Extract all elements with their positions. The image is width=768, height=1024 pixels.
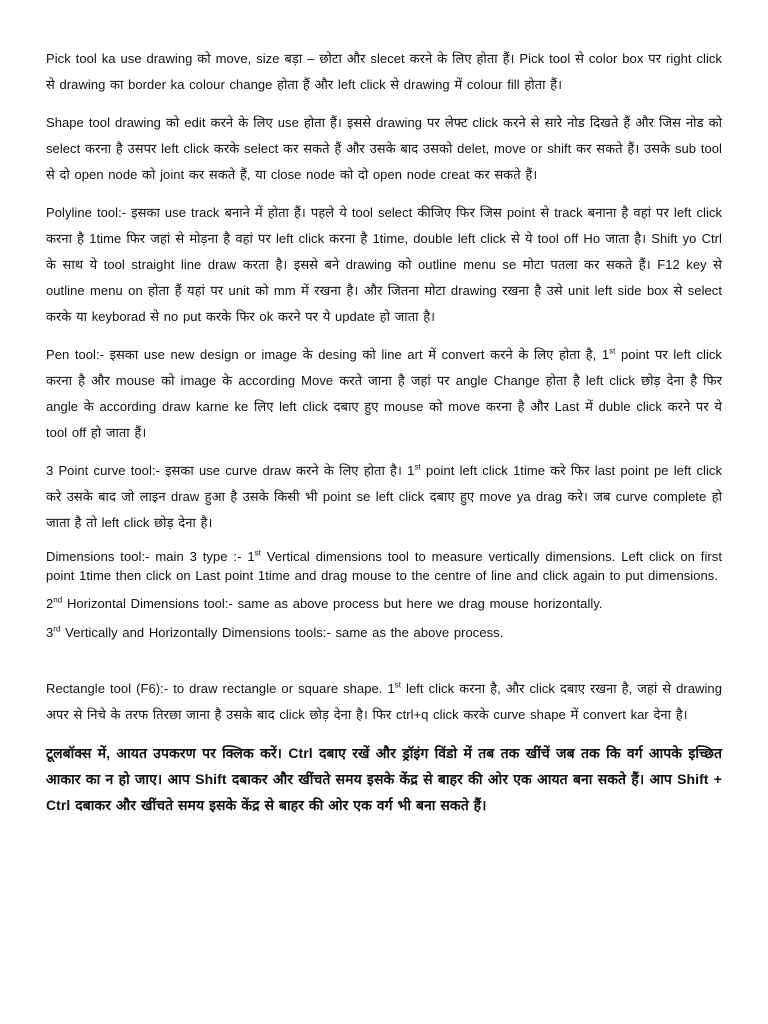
ordinal-suffix: st — [254, 548, 261, 558]
rectangle-text-start: Rectangle tool (F6):- to draw rectangle or square shape. 1 — [46, 681, 395, 696]
toolbox-rectangle-hindi-paragraph: टूलबॉक्स में, आयत उपकरण पर क्लिक करें। Ctrl दबाए रखें और ड्रॉइंग विंडो में तब तक खींचें जब तक कि वर्ग आपके इच्छित आकार का न हो जाए। आप Shift दबाकर और खींचते समय इसके केंद्र से बाहर की ओर एक आयत बना सकते हैं। आप Shift + Ctrl दबाकर और खींचते समय इसके केंद्र से बाहर की ओर एक वर्ग भी बना सकते हैं। — [46, 745, 722, 813]
vh-dimensions-text: Vertically and Horizontally Dimensions tools:- same as the above process. — [60, 624, 504, 640]
curve-tool-text-start: 3 Point curve tool:- इसका use curve draw करने के लिए होता है। 1 — [46, 463, 415, 478]
three-point-curve-paragraph — [46, 458, 722, 536]
polyline-tool-paragraph: Polyline tool:- इसका use track बनाने में होता हैं। पहले ये tool select कीजिए फिर जिस point से track बनाना है वहां पर left click करना है 1time फिर जहां से मोड़ना है वहां पर left click करना है 1time, double left click से ये tool off Ho जाता है। Shift yo Ctrl के साथ ये tool straight line draw करता है। इससे बने drawing को outline menu se मोटा पतला कर सकते हैं। F12 key से outline menu on होता हैं यहां पर unit को mm में रखना है। और जितना मोटा drawing रखना है उसे unit left side box से select करके या keyborad से no put करके फिर ok करने पर ये update हो जाता है। — [46, 205, 722, 324]
dimensions-text-rest: Vertical dimensions tool to measure vertically dimensions. Left click on first point 1time then click on Last point 1time and drag mouse to the centre of line and click again to put dimensions. — [46, 549, 722, 583]
pen-tool-text-start: Pen tool:- इसका use new design or image के desing को line art में convert करने के लिए होता है, 1 — [46, 347, 610, 362]
shape-tool-paragraph: Shape tool drawing को edit करने के लिए use होता हैं। इससे drawing पर लेफ्ट click करने से सारे नोड दिखते हैं और जिस नोड को select करना है उसपर left click करके select कर सकते हैं और उसके बाद उसको delet, move or shift कर सकते हैं। उसके sub tool से दो open node को joint कर सकते हैं, या close node को दो open node creat कर सकते हैं। — [46, 115, 722, 182]
ordinal-suffix: st — [414, 462, 421, 472]
vertical-horizontal-dimensions-paragraph — [46, 624, 722, 643]
pen-tool-paragraph — [46, 342, 722, 446]
dimensions-tool-paragraph — [46, 548, 722, 585]
ordinal-suffix: st — [609, 346, 616, 356]
curve-tool-text-rest: point left click 1time करे फिर last point pe left click करे उसके बाद जो लाइन draw हुआ है उसके किसी भी point se left click दबाए हुए move ya drag करे। जब curve complete हो जाता है तो left click छोड़ देना है। — [46, 463, 722, 530]
horizontal-dimensions-number: 2 — [46, 596, 54, 611]
horizontal-dimensions-text: Horizontal Dimensions tool:- same as above process but here we drag mouse horizontally. — [62, 596, 603, 611]
dimensions-text-start: Dimensions tool:- main 3 type :- 1 — [46, 549, 255, 564]
pen-tool-text-rest: point पर left click करना है और mouse को image के according Move करते जाना है जहां पर angle Change होता है left click छोड़ देना है फिर angle के according draw karne ke लिए left click दबाए हुए mouse को move करना है और Last में duble click करने पर ये tool off हो जाता हैं। — [46, 347, 722, 440]
rectangle-text-rest: left click करना है, और click दबाए रखना है, जहां से drawing अपर से निचे के तरफ तिरछा जाना है उसके बाद click छोड़ देना है। फिर ctrl+q click करके curve shape में convert kar देना है। — [46, 681, 722, 722]
rectangle-tool-paragraph — [46, 676, 722, 728]
ordinal-suffix: st — [394, 680, 402, 690]
ordinal-suffix: nd — [53, 595, 63, 605]
vh-dimensions-number: 3 — [46, 624, 54, 640]
pick-tool-paragraph: Pick tool ka use drawing को move, size बड़ा – छोटा और slecet करने के लिए होता हैं। Pick tool से color box पर right click से drawing का border ka colour change होता हैं और left click से drawing में colour fill होता हैं। — [46, 51, 722, 92]
horizontal-dimensions-paragraph — [46, 595, 722, 614]
document-page — [46, 46, 722, 830]
ordinal-suffix: rd — [53, 624, 61, 634]
